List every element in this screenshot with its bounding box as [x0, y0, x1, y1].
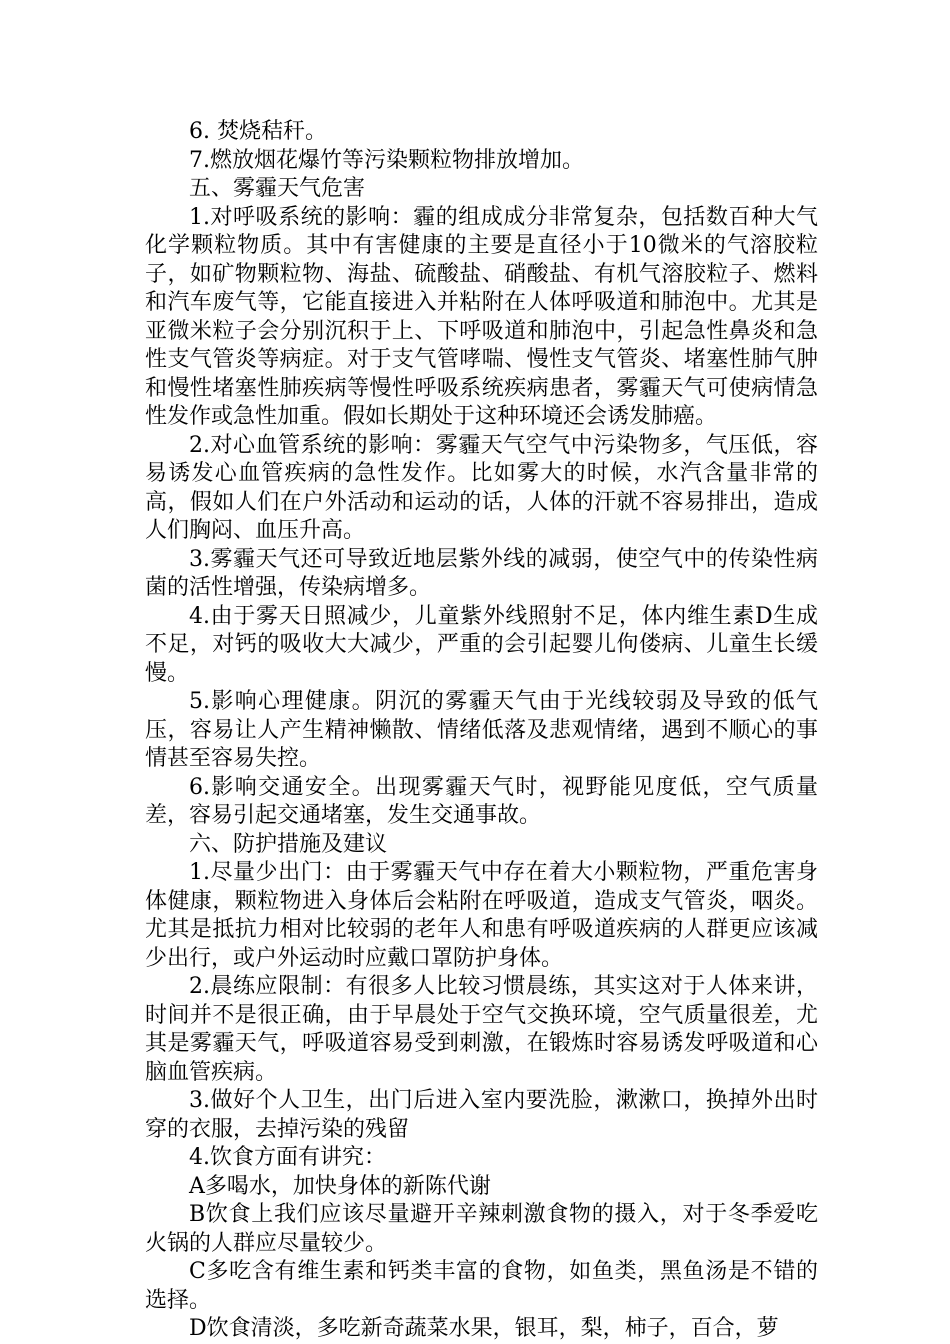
paragraph-stay-indoors: 1.尽量少出门：由于雾霾天气中存在着大小颗粒物，严重危害身体健康，颗粒物进入身体后会粘附在呼吸道，造成支气管炎，咽炎。尤其是抵抗力相对比较弱的老年人和患有呼吸道疾病的人群更应该减少出行，或户外运动时应戴口罩防护身体。: [145, 860, 818, 971]
paragraph-diet-a: A多喝水，加快身体的新陈代谢: [189, 1173, 491, 1199]
paragraph-cardiovascular: 2.对心血管系统的影响：雾霾天气空气中污染物多，气压低，容易诱发心血管疾病的急性发作。比如雾大的时候，水汽含量非常的高，假如人们在户外活动和运动的话，人体的汗就不容易排出，造成人们胸闷、血压升高。: [145, 432, 818, 543]
paragraph-diet-c: C多吃含有维生素和钙类丰富的食物，如鱼类，黑鱼汤是不错的选择。: [145, 1259, 818, 1313]
paragraph-mental-health: 5.影响心理健康。阴沉的雾霾天气由于光线较弱及导致的低气压，容易让人产生精神懒散、情绪低落及悲观情绪，遇到不顺心的事情甚至容易失控。: [145, 689, 818, 771]
section-heading-hazards: 五、雾霾天气危害: [189, 176, 366, 201]
paragraph-uv-bacteria: 3.雾霾天气还可导致近地层紫外线的减弱，使空气中的传染性病菌的活性增强，传染病增多。: [145, 546, 818, 600]
paragraph-fireworks: 7.燃放烟花爆竹等污染颗粒物排放增加。: [189, 147, 584, 173]
section-heading-protection: 六、防护措施及建议: [189, 831, 388, 857]
paragraph-diet-heading: 4.饮食方面有讲究：: [189, 1145, 386, 1170]
document-body: [145, 118, 818, 1344]
paragraph-diet-b: B饮食上我们应该尽量避开辛辣刺激食物的摄入，对于冬季爱吃火锅的人群应尽量较少。: [145, 1202, 818, 1256]
paragraph-vitamin-d: 4.由于雾天日照减少，儿童紫外线照射不足，体内维生素D生成不足，对钙的吸收大大减少，严重的会引起婴儿佝偻病、儿童生长缓慢。: [145, 603, 818, 686]
paragraph-traffic: 6.影响交通安全。出现雾霾天气时，视野能见度低，空气质量差，容易引起交通堵塞，发生交通事故。: [145, 774, 818, 828]
paragraph-diet-d: D饮食清淡，多吃新奇蔬菜水果，银耳，梨，柿子，百合，萝: [189, 1316, 779, 1341]
paragraph-morning-exercise: 2.晨练应限制：有很多人比较习惯晨练，其实这对于人体来讲，时间并不是很正确，由于早晨处于空气交换环境，空气质量很差，尤其是雾霾天气，呼吸道容易受到刺激，在锻炼时容易诱发呼吸道和心脑血管疾病。: [145, 974, 818, 1085]
paragraph-burning-straw: 6. 焚烧秸秆。: [189, 119, 327, 144]
paragraph-respiratory: 1.对呼吸系统的影响：霾的组成成分非常复杂，包括数百种大气化学颗粒物质。其中有害健康的主要是直径小于10微米的气溶胶粒子，如矿物颗粒物、海盐、硫酸盐、硝酸盐、有机气溶胶粒子、燃料和汽车废气等，它能直接进入并粘附在人体呼吸道和肺泡中。尤其是亚微米粒子会分别沉积于上、下呼吸道和肺泡中，引起急性鼻炎和急性支气管炎等病症。对于支气管哮喘、慢性支气管炎、堵塞性肺气肿和慢性堵塞性肺疾病等慢性呼吸系统疾病患者，雾霾天气可使病情急性发作或急性加重。假如长期处于这种环境还会诱发肺癌。: [145, 204, 818, 429]
paragraph-hygiene: 3.做好个人卫生，出门后进入室内要洗脸，漱漱口，换掉外出时穿的衣服，去掉污染的残留: [145, 1088, 818, 1142]
